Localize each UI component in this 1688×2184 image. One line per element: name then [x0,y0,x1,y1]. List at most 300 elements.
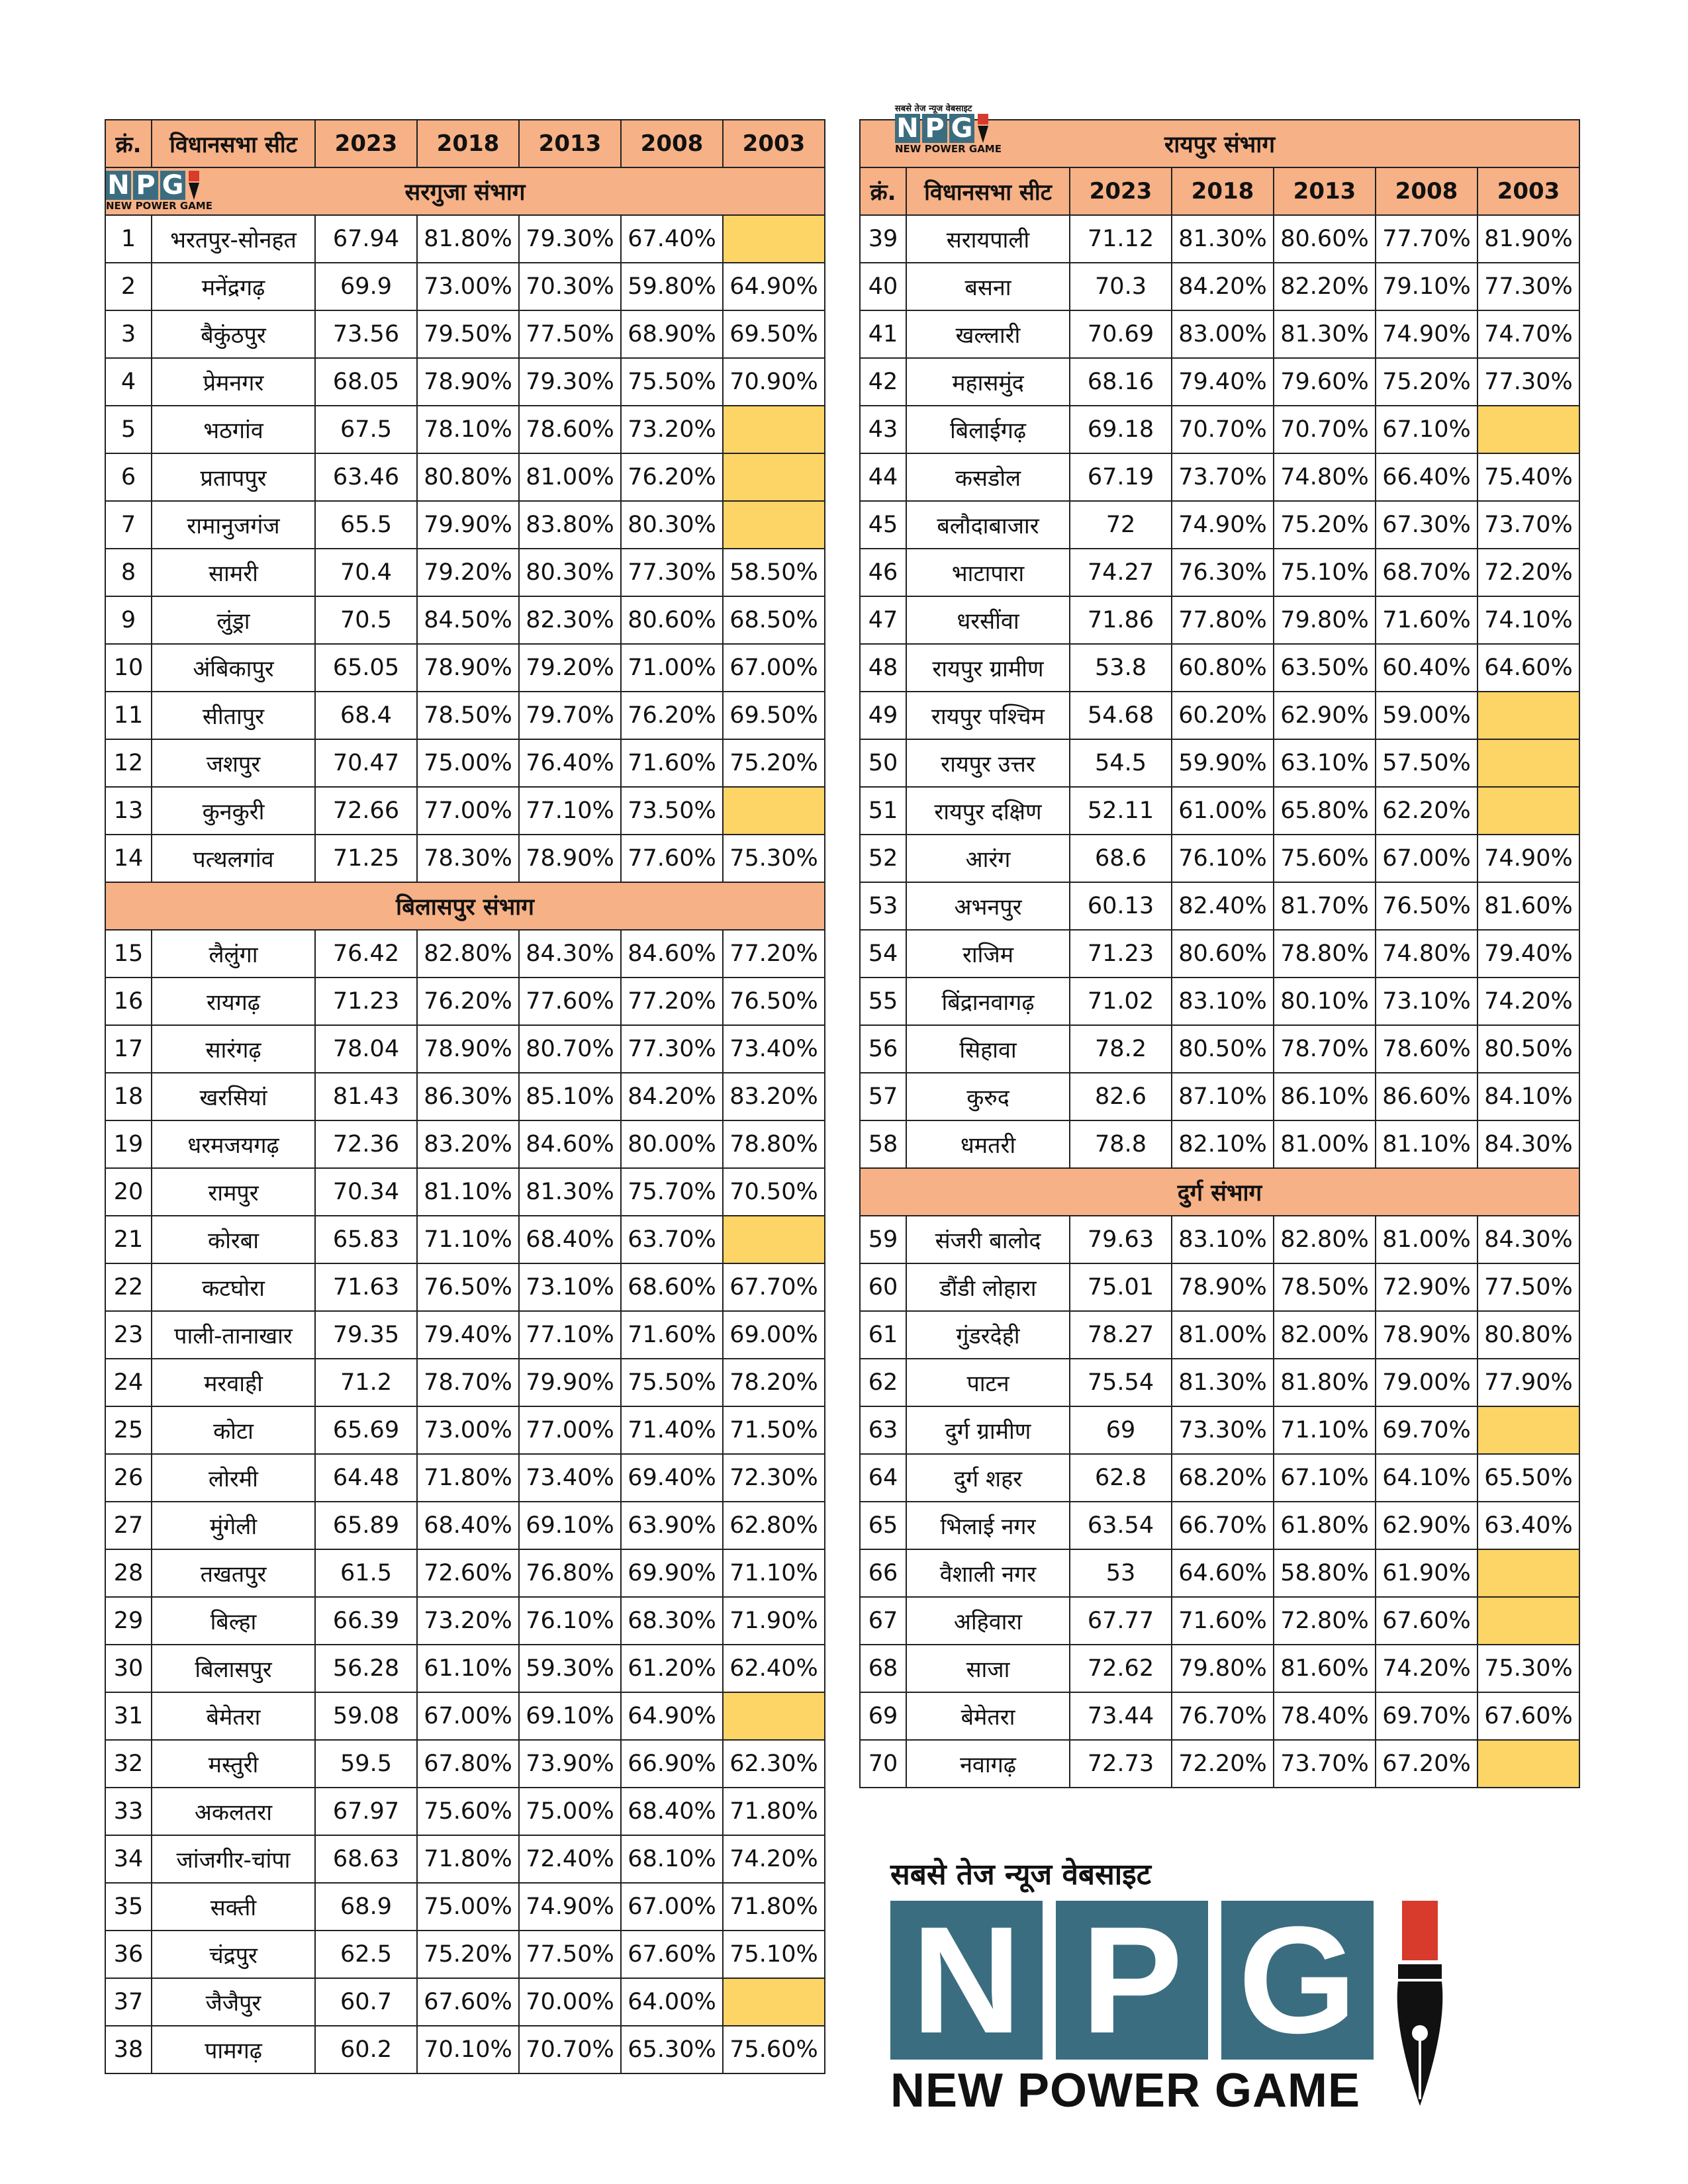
turnout-2003-cell: 81.90% [1477,215,1579,263]
turnout-2013-cell: 78.60% [519,406,621,453]
col-header-2008: 2008 [1376,167,1477,215]
table-row [105,406,825,453]
col-header-seat: विधानसभा सीट [906,167,1070,215]
turnout-2018-cell: 70.10% [417,2026,519,2073]
turnout-2003-cell [723,787,825,835]
turnout-2013-cell: 69.10% [519,1502,621,1549]
serial-cell: 30 [105,1645,152,1692]
turnout-2023-cell: 65.83 [315,1216,417,1263]
turnout-2023-cell: 56.28 [315,1645,417,1692]
turnout-2003-cell: 65.50% [1477,1454,1579,1502]
table-row [860,835,1579,882]
serial-cell: 38 [105,2026,152,2073]
seat-cell: मनेंद्रगढ़ [152,263,315,310]
turnout-2023-cell: 71.86 [1070,596,1172,644]
serial-cell: 26 [105,1454,152,1502]
table-row [860,692,1579,739]
turnout-2008-cell: 73.10% [1376,978,1477,1025]
turnout-2008-cell: 67.00% [621,1883,723,1931]
serial-cell: 59 [860,1216,906,1263]
table-row [860,1120,1579,1168]
seat-cell: कुनकुरी [152,787,315,835]
turnout-2023-cell: 78.04 [315,1025,417,1073]
turnout-2008-cell: 67.40% [621,215,723,263]
turnout-2008-cell: 69.70% [1376,1692,1477,1740]
serial-cell: 12 [105,739,152,787]
turnout-2008-cell: 71.40% [621,1406,723,1454]
seat-cell: सक्ती [152,1883,315,1931]
turnout-2013-cell: 83.80% [519,501,621,549]
turnout-2023-cell: 53 [1070,1549,1172,1597]
turnout-2013-cell: 65.80% [1274,787,1376,835]
seat-cell: कसडोल [906,453,1070,501]
turnout-2003-cell: 80.50% [1477,1025,1579,1073]
table-row [860,1216,1579,1263]
turnout-2023-cell: 79.35 [315,1311,417,1359]
turnout-2013-cell: 82.00% [1274,1311,1376,1359]
serial-cell: 17 [105,1025,152,1073]
turnout-2003-cell: 74.20% [723,1835,825,1883]
turnout-2018-cell: 81.00% [1172,1311,1274,1359]
turnout-2013-cell: 77.60% [519,978,621,1025]
serial-cell: 60 [860,1263,906,1311]
turnout-2018-cell: 71.80% [417,1835,519,1883]
turnout-2008-cell: 77.20% [621,978,723,1025]
turnout-2013-cell: 78.50% [1274,1263,1376,1311]
turnout-2008-cell: 71.60% [621,739,723,787]
turnout-2003-cell: 77.20% [723,930,825,978]
turnout-2018-cell: 71.60% [1172,1597,1274,1645]
seat-cell: भाटापारा [906,549,1070,596]
turnout-2018-cell: 83.10% [1172,978,1274,1025]
turnout-2013-cell: 71.10% [1274,1406,1376,1454]
turnout-2013-cell: 75.00% [519,1788,621,1835]
seat-cell: वैशाली नगर [906,1549,1070,1597]
seat-cell: जशपुर [152,739,315,787]
turnout-2013-cell: 67.10% [1274,1454,1376,1502]
table-row [860,1073,1579,1120]
turnout-2023-cell: 76.42 [315,930,417,978]
table-row [860,549,1579,596]
turnout-2018-cell: 66.70% [1172,1502,1274,1549]
turnout-2013-cell: 84.60% [519,1120,621,1168]
serial-cell: 8 [105,549,152,596]
table-row [105,263,825,310]
seat-cell: भरतपुर-सोनहत [152,215,315,263]
turnout-2013-cell: 76.80% [519,1549,621,1597]
turnout-2018-cell: 87.10% [1172,1073,1274,1120]
turnout-2008-cell: 66.90% [621,1740,723,1788]
seat-cell: धरसींवा [906,596,1070,644]
division-header-row [105,167,825,215]
turnout-2013-cell: 68.40% [519,1216,621,1263]
turnout-2023-cell: 71.12 [1070,215,1172,263]
turnout-2008-cell: 68.10% [621,1835,723,1883]
seat-cell: डौंडी लोहारा [906,1263,1070,1311]
col-header-2018: 2018 [1172,167,1274,215]
serial-cell: 25 [105,1406,152,1454]
table-row [860,1359,1579,1406]
turnout-2023-cell: 68.4 [315,692,417,739]
serial-cell: 34 [105,1835,152,1883]
seat-cell: जैजैपुर [152,1978,315,2026]
turnout-2018-cell: 81.30% [1172,215,1274,263]
serial-cell: 62 [860,1359,906,1406]
table-row [860,453,1579,501]
turnout-2018-cell: 76.30% [1172,549,1274,596]
turnout-2013-cell: 79.90% [519,1359,621,1406]
turnout-2003-cell: 84.30% [1477,1216,1579,1263]
turnout-2018-cell: 76.50% [417,1263,519,1311]
seat-cell: रामानुजगंज [152,501,315,549]
turnout-2018-cell: 78.30% [417,835,519,882]
serial-cell: 32 [105,1740,152,1788]
serial-cell: 48 [860,644,906,692]
serial-cell: 46 [860,549,906,596]
npg-mini-letters [106,171,201,200]
turnout-2013-cell: 79.60% [1274,358,1376,406]
turnout-2013-cell: 63.10% [1274,739,1376,787]
turnout-2003-cell: 75.60% [723,2026,825,2073]
table-row [860,930,1579,978]
turnout-2023-cell: 70.3 [1070,263,1172,310]
turnout-2023-cell: 60.2 [315,2026,417,2073]
turnout-2003-cell: 71.80% [723,1883,825,1931]
serial-cell: 57 [860,1073,906,1120]
turnout-2023-cell: 71.2 [315,1359,417,1406]
seat-cell: सामरी [152,549,315,596]
turnout-2018-cell: 75.00% [417,1883,519,1931]
turnout-2018-cell: 79.20% [417,549,519,596]
npg-big-logo [890,1853,1486,2131]
turnout-2013-cell: 75.60% [1274,835,1376,882]
table-row [860,1406,1579,1454]
seat-cell: बिलासपुर [152,1645,315,1692]
table-row [860,644,1579,692]
turnout-2003-cell: 62.40% [723,1645,825,1692]
seat-cell: पत्थलगांव [152,835,315,882]
logo-letter-p: P [133,171,158,200]
turnout-2008-cell: 74.80% [1376,930,1477,978]
seat-cell: खल्लारी [906,310,1070,358]
serial-cell: 16 [105,978,152,1025]
serial-cell: 21 [105,1216,152,1263]
turnout-2013-cell: 81.80% [1274,1359,1376,1406]
turnout-2008-cell: 77.70% [1376,215,1477,263]
seat-cell: मुंगेली [152,1502,315,1549]
table-row [105,215,825,263]
seat-cell: जांजगीर-चांपा [152,1835,315,1883]
table-row [860,406,1579,453]
turnout-2023-cell: 65.05 [315,644,417,692]
turnout-2013-cell: 79.80% [1274,596,1376,644]
turnout-2008-cell: 68.90% [621,310,723,358]
turnout-2003-cell: 78.80% [723,1120,825,1168]
turnout-2013-cell: 79.20% [519,644,621,692]
turnout-2008-cell: 75.50% [621,358,723,406]
npg-mini-logo [106,171,212,212]
turnout-2018-cell: 64.60% [1172,1549,1274,1597]
turnout-2003-cell: 73.40% [723,1025,825,1073]
turnout-2003-cell: 84.30% [1477,1120,1579,1168]
table-row [105,1168,825,1216]
turnout-2023-cell: 82.6 [1070,1073,1172,1120]
turnout-2003-cell: 72.20% [1477,549,1579,596]
logo-letter-n: N [895,114,920,143]
turnout-2023-cell: 75.54 [1070,1359,1172,1406]
turnout-2003-cell: 69.50% [723,692,825,739]
serial-cell: 11 [105,692,152,739]
seat-cell: बेमेतरा [152,1692,315,1740]
npg-mini-name: NEW POWER GAME [106,200,212,212]
turnout-2023-cell: 66.39 [315,1597,417,1645]
turnout-2023-cell: 72.36 [315,1120,417,1168]
turnout-2003-cell: 69.50% [723,310,825,358]
turnout-2003-cell: 72.30% [723,1454,825,1502]
turnout-2018-cell: 81.80% [417,215,519,263]
logo-letter-p: P [922,114,947,143]
turnout-2008-cell: 75.50% [621,1359,723,1406]
turnout-2023-cell: 74.27 [1070,549,1172,596]
serial-cell: 28 [105,1549,152,1597]
turnout-2023-cell: 71.25 [315,835,417,882]
table-row [105,1025,825,1073]
turnout-2013-cell: 70.00% [519,1978,621,2026]
serial-cell: 44 [860,453,906,501]
serial-cell: 47 [860,596,906,644]
turnout-2013-cell: 81.70% [1274,882,1376,930]
turnout-2013-cell: 78.80% [1274,930,1376,978]
turnout-2008-cell: 78.90% [1376,1311,1477,1359]
turnout-2013-cell: 78.40% [1274,1692,1376,1740]
turnout-2018-cell: 72.20% [1172,1740,1274,1788]
turnout-2008-cell: 62.90% [1376,1502,1477,1549]
serial-cell: 55 [860,978,906,1025]
table-row [860,978,1579,1025]
table-row [105,1883,825,1931]
table-row [860,1597,1579,1645]
turnout-2008-cell: 66.40% [1376,453,1477,501]
turnout-2003-cell: 74.90% [1477,835,1579,882]
turnout-2008-cell: 72.90% [1376,1263,1477,1311]
turnout-2018-cell: 77.80% [1172,596,1274,644]
turnout-2008-cell: 80.60% [621,596,723,644]
turnout-2003-cell: 74.20% [1477,978,1579,1025]
col-header-2018: 2018 [417,120,519,167]
turnout-2018-cell: 73.00% [417,263,519,310]
table-row [105,835,825,882]
table-row [105,1597,825,1645]
serial-cell: 20 [105,1168,152,1216]
table-row [860,1502,1579,1549]
seat-cell: बसना [906,263,1070,310]
turnout-2008-cell: 63.90% [621,1502,723,1549]
npg-mini-letters-right [895,114,990,143]
turnout-2018-cell: 60.20% [1172,692,1274,739]
table-row [105,1788,825,1835]
serial-cell: 10 [105,644,152,692]
seat-cell: मस्तुरी [152,1740,315,1788]
turnout-2008-cell: 84.20% [621,1073,723,1120]
division-title: रायपुर संभाग [860,120,1579,167]
table-row [860,1645,1579,1692]
turnout-2008-cell: 75.70% [621,1168,723,1216]
turnout-2023-cell: 60.13 [1070,882,1172,930]
turnout-2023-cell: 70.34 [315,1168,417,1216]
turnout-2003-cell [1477,787,1579,835]
seat-cell: रायपुर दक्षिण [906,787,1070,835]
turnout-2018-cell: 75.20% [417,1931,519,1978]
turnout-2008-cell: 74.90% [1376,310,1477,358]
seat-cell: बिंद्रानवागढ़ [906,978,1070,1025]
turnout-2003-cell: 75.20% [723,739,825,787]
turnout-2003-cell: 58.50% [723,549,825,596]
seat-cell: खरसियां [152,1073,315,1120]
turnout-2003-cell: 75.40% [1477,453,1579,501]
col-header-2013: 2013 [519,120,621,167]
serial-cell: 1 [105,215,152,263]
turnout-2003-cell: 70.50% [723,1168,825,1216]
serial-cell: 18 [105,1073,152,1120]
turnout-2008-cell: 81.00% [1376,1216,1477,1263]
seat-cell: रामपुर [152,1168,315,1216]
table-row [105,930,825,978]
turnout-2023-cell: 71.23 [1070,930,1172,978]
turnout-2003-cell: 78.20% [723,1359,825,1406]
serial-cell: 19 [105,1120,152,1168]
seat-cell: तखतपुर [152,1549,315,1597]
serial-cell: 22 [105,1263,152,1311]
seat-cell: रायपुर उत्तर [906,739,1070,787]
table-row [105,501,825,549]
seat-cell: बिलाईगढ़ [906,406,1070,453]
turnout-2023-cell: 72.73 [1070,1740,1172,1788]
col-header-serial: क्रं. [860,167,906,215]
table-row [105,1502,825,1549]
seat-cell: रायगढ़ [152,978,315,1025]
turnout-2018-cell: 86.30% [417,1073,519,1120]
serial-cell: 5 [105,406,152,453]
turnout-2023-cell: 62.5 [315,1931,417,1978]
turnout-2008-cell: 78.60% [1376,1025,1477,1073]
left-turnout-table [105,119,825,2074]
serial-cell: 15 [105,930,152,978]
turnout-2008-cell: 86.60% [1376,1073,1477,1120]
table-row [105,453,825,501]
turnout-2023-cell: 69.18 [1070,406,1172,453]
turnout-2003-cell: 77.90% [1477,1359,1579,1406]
table-row [105,358,825,406]
turnout-2008-cell: 60.40% [1376,644,1477,692]
serial-cell: 4 [105,358,152,406]
turnout-2023-cell: 75.01 [1070,1263,1172,1311]
turnout-2008-cell: 61.20% [621,1645,723,1692]
turnout-2018-cell: 61.10% [417,1645,519,1692]
turnout-2008-cell: 80.30% [621,501,723,549]
table-row [860,882,1579,930]
turnout-2018-cell: 82.80% [417,930,519,978]
seat-cell: पाटन [906,1359,1070,1406]
turnout-2023-cell: 63.54 [1070,1502,1172,1549]
turnout-2013-cell: 77.50% [519,1931,621,1978]
seat-cell: सीतापुर [152,692,315,739]
turnout-2008-cell: 68.60% [621,1263,723,1311]
table-row [105,1073,825,1120]
turnout-2003-cell [723,215,825,263]
seat-cell: महासमुंद [906,358,1070,406]
table-row [860,1692,1579,1740]
table-row [105,1406,825,1454]
division-header-row [860,1168,1579,1216]
table-row [860,1740,1579,1788]
seat-cell: भिलाई नगर [906,1502,1070,1549]
turnout-2023-cell: 68.6 [1070,835,1172,882]
seat-cell: सरायपाली [906,215,1070,263]
serial-cell: 63 [860,1406,906,1454]
turnout-2023-cell: 59.5 [315,1740,417,1788]
turnout-2008-cell: 76.50% [1376,882,1477,930]
table-row [105,787,825,835]
serial-cell: 37 [105,1978,152,2026]
turnout-2013-cell: 72.80% [1274,1597,1376,1645]
pen-nib-icon [187,171,201,200]
table-row [105,1645,825,1692]
turnout-2003-cell [723,406,825,453]
turnout-2013-cell: 62.90% [1274,692,1376,739]
turnout-2018-cell: 78.50% [417,692,519,739]
turnout-2013-cell: 63.50% [1274,644,1376,692]
turnout-2008-cell: 65.30% [621,2026,723,2073]
turnout-2003-cell: 64.60% [1477,644,1579,692]
table-row [105,1311,825,1359]
logo-letter-g: G [160,171,185,200]
seat-cell: कटघोरा [152,1263,315,1311]
table-row [860,1311,1579,1359]
division-title: सरगुजा संभाग [105,167,825,215]
serial-cell: 33 [105,1788,152,1835]
turnout-2023-cell: 81.43 [315,1073,417,1120]
turnout-2023-cell: 60.7 [315,1978,417,2026]
serial-cell: 70 [860,1740,906,1788]
table-row [105,1549,825,1597]
turnout-2003-cell: 67.60% [1477,1692,1579,1740]
turnout-2008-cell: 67.20% [1376,1740,1477,1788]
seat-cell: दुर्ग ग्रामीण [906,1406,1070,1454]
turnout-2003-cell [1477,1740,1579,1788]
turnout-2023-cell: 70.47 [315,739,417,787]
table-row [105,1931,825,1978]
turnout-2013-cell: 73.70% [1274,1740,1376,1788]
turnout-2018-cell: 61.00% [1172,787,1274,835]
turnout-2018-cell: 79.80% [1172,1645,1274,1692]
turnout-2003-cell: 76.50% [723,978,825,1025]
turnout-2018-cell: 80.80% [417,453,519,501]
turnout-2008-cell: 67.00% [1376,835,1477,882]
turnout-2023-cell: 63.46 [315,453,417,501]
table-row [860,1025,1579,1073]
right-turnout-table [859,119,1580,1788]
turnout-2023-cell: 78.2 [1070,1025,1172,1073]
turnout-2018-cell: 73.20% [417,1597,519,1645]
turnout-2008-cell: 67.10% [1376,406,1477,453]
turnout-2013-cell: 80.70% [519,1025,621,1073]
turnout-2023-cell: 73.56 [315,310,417,358]
turnout-2008-cell: 64.10% [1376,1454,1477,1502]
turnout-2018-cell: 78.90% [417,1025,519,1073]
turnout-2008-cell: 75.20% [1376,358,1477,406]
table-row [105,1120,825,1168]
turnout-2003-cell: 71.50% [723,1406,825,1454]
